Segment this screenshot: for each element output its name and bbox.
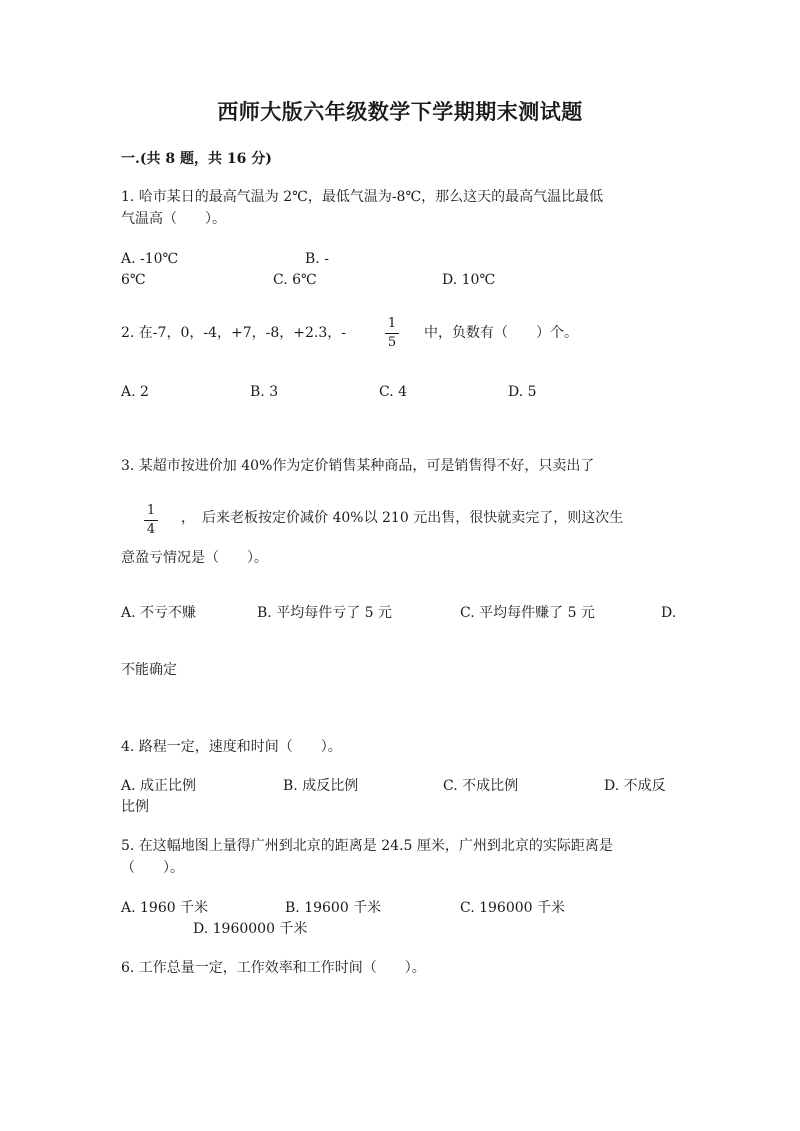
question-1-option-d: D. 10℃ (442, 272, 496, 288)
question-3-option-d-cont: 不能确定 (121, 662, 177, 678)
question-1-line-1: 1. 哈市某日的最高气温为 2℃，最低气温为-8℃，那么这天的最高气温比最低 (121, 189, 604, 205)
question-3-line-2: ， 后来老板按定价减价 40%以 210 元出售，很快就卖完了，则这次生 (181, 510, 624, 526)
fraction-numerator: 1 (387, 316, 397, 331)
question-3-option-c: C. 平均每件赚了 5 元 (460, 605, 595, 621)
question-4-line: 4. 路程一定，速度和时间（ ）。 (121, 739, 342, 755)
fraction-bar (385, 333, 399, 334)
exam-title: 西师大版六年级数学下学期期末测试题 (217, 99, 583, 124)
question-2-option-a: A. 2 (121, 384, 149, 400)
question-5-line-1: 5. 在这幅地图上量得广州到北京的距离是 24.5 厘米，广州到北京的实际距离是 (121, 838, 613, 854)
question-5-line-2: （ ）。 (121, 860, 184, 876)
question-1-option-b-cont: 6℃ (121, 272, 146, 288)
fraction-denominator: 4 (146, 522, 156, 537)
question-3-line-3: 意盈亏情况是（ ）。 (121, 550, 268, 566)
question-4-option-a: A. 成正比例 (121, 778, 197, 794)
question-4-option-d: D. 不成反 (604, 778, 666, 794)
question-2-option-b: B. 3 (250, 384, 279, 400)
question-5-option-a: A. 1960 千米 (121, 900, 209, 916)
question-1-line-2: 气温高（ ）。 (121, 211, 226, 227)
question-4-option-c: C. 不成比例 (443, 778, 519, 794)
question-2-text-pre: 2. 在-7，0，-4，+7，-8，+2.3，- (121, 325, 346, 341)
question-3-line-1: 3. 某超市按进价加 40%作为定价销售某种商品，可是销售得不好，只卖出了 (121, 458, 595, 474)
question-5-option-c: C. 196000 千米 (460, 900, 566, 916)
section-heading: 一.(共 8 题，共 16 分) (121, 151, 272, 167)
question-3-option-b: B. 平均每件亏了 5 元 (257, 605, 392, 621)
question-1-option-b: B. - (305, 251, 329, 267)
question-3-option-d: D. (661, 605, 677, 621)
question-5-option-b: B. 19600 千米 (285, 900, 382, 916)
question-5-option-d: D. 1960000 千米 (193, 921, 308, 937)
question-4-option-d-cont: 比例 (121, 799, 149, 815)
question-2-option-c: C. 4 (379, 384, 408, 400)
question-2-text-post: 中，负数有（ ）个。 (424, 325, 578, 341)
question-3-fraction (142, 503, 160, 538)
fraction-numerator: 1 (146, 503, 156, 518)
fraction-denominator: 5 (387, 335, 397, 350)
question-6-line: 6. 工作总量一定，工作效率和工作时间（ ）。 (121, 960, 426, 976)
question-4-option-b: B. 成反比例 (283, 778, 359, 794)
question-3-option-a: A. 不亏不赚 (121, 605, 197, 621)
question-1-option-c: C. 6℃ (273, 272, 317, 288)
question-2-fraction (383, 316, 401, 351)
question-1-option-a: A. -10℃ (121, 251, 179, 267)
fraction-bar (144, 520, 158, 521)
question-2-option-d: D. 5 (508, 384, 537, 400)
